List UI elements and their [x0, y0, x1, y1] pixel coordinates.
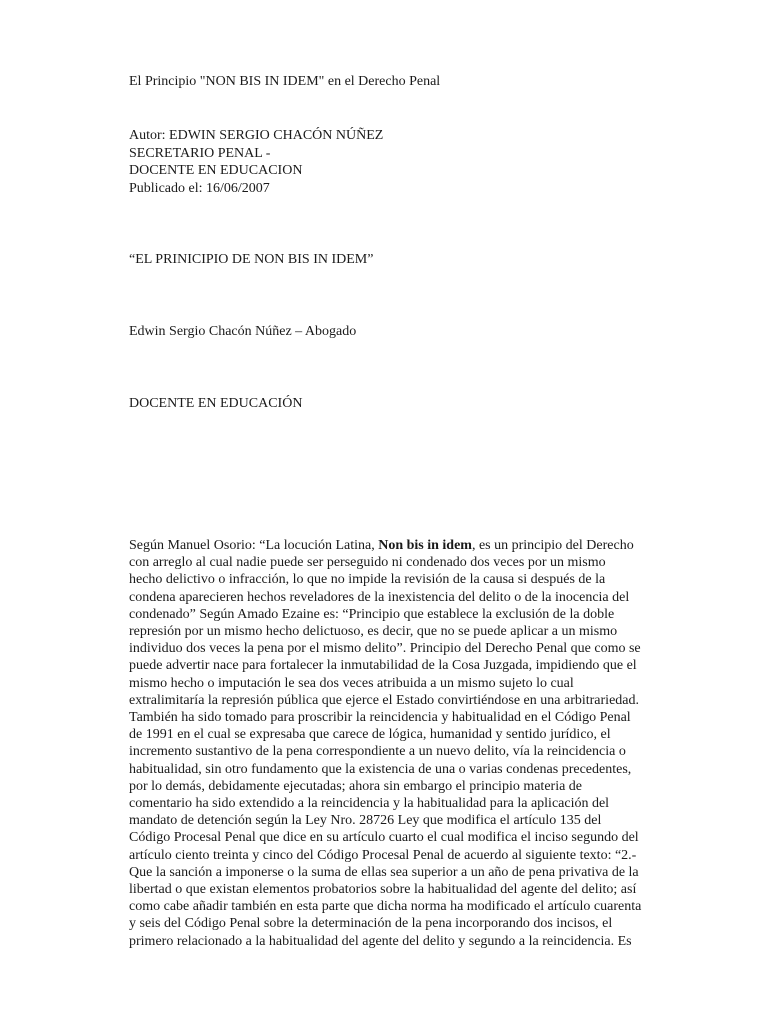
article-byline: Edwin Sergio Chacón Núñez – Abogado — [129, 324, 357, 339]
body-line: y seis del Código Penal sobre la determinación de la pena incorporando dos incisos, el — [129, 916, 613, 932]
body-line: artículo ciento treinta y cinco del Código Procesal Penal de acuerdo al siguiente texto: “2.- — [129, 847, 637, 863]
body-line: condenado” Según Amado Ezaine es: “Principio que establece la exclusión de la doble — [129, 606, 615, 622]
body-line: individuo dos veces la pena por el mismo delito”. Principio del Derecho Penal que como se — [129, 641, 641, 657]
body-line: con arreglo al cual nadie puede ser perseguido ni condenado dos veces por un mismo — [129, 555, 606, 571]
article-heading: “EL PRINICIPIO DE NON BIS IN IDEM” — [129, 252, 374, 267]
body-line: libertad o que existan elementos probatorios sobre la habitualidad del agente del delito; así — [129, 882, 637, 898]
body-text-segment: Según Manuel Osorio: “La locución Latina, — [129, 538, 379, 553]
author-line: Autor: EDWIN SERGIO CHACÓN NÚÑEZ — [129, 128, 384, 143]
body-line: hecho delictivo o infracción, lo que no impide la revisión de la causa si después de la — [129, 572, 606, 588]
body-line: mandato de detención según la Ley Nro. 28726 Ley que modifica el artículo 135 del — [129, 813, 602, 829]
publication-date: Publicado el: 16/06/2007 — [129, 180, 270, 196]
author-role-line: DOCENTE EN EDUCACION — [129, 163, 303, 178]
author-info — [129, 127, 383, 197]
body-line: mismo hecho o imputación le sea dos veces atribuida a un mismo sujeto lo cual — [129, 675, 574, 691]
body-line: de 1991 en el cual se expresaba que carece de lógica, humanidad y sentido jurídico, el — [129, 727, 611, 743]
body-line: comentario ha sido extendido a la reincidencia y la habitualidad para la aplicación del — [129, 796, 610, 812]
body-line: extralimitaría la represión pública que ejerce el Estado convirtiéndose en una arbitrariedad. — [129, 692, 639, 708]
author-credential: DOCENTE EN EDUCACIÓN — [129, 396, 303, 411]
body-line: habitualidad, sin otro fundamento que la existencia de una o varias condenas precedentes, — [129, 761, 632, 777]
body-line: condena aparecieren hechos reveladores de la inexistencia del delito o de la inocencia del — [129, 589, 630, 605]
body-line: Código Procesal Penal que dice en su artículo cuarto el cual modifica el inciso segundo del — [129, 830, 639, 846]
document-page — [129, 0, 699, 1024]
body-text-segment: , es un principio del Derecho — [471, 538, 634, 553]
body-line: represión por un mismo hecho delictuoso, es decir, que no se puede aplicar a un mismo — [129, 624, 618, 640]
latin-term: Non bis in idem — [378, 538, 472, 553]
document-title: El Principio "NON BIS IN IDEM" en el Derecho Penal — [129, 74, 441, 89]
body-line: primero relacionado a la habitualidad del agente del delito y segundo a la reincidencia. Es — [129, 933, 632, 949]
body-line: como cabe añadir también en esta parte que dicha norma ha modificado el artículo cuarenta — [129, 899, 642, 915]
author-position-line: SECRETARIO PENAL - — [129, 145, 271, 161]
body-line: Que la sanción a imponerse o la suma de ellas sea superior a un año de pena privativa de la — [129, 864, 639, 880]
body-line — [129, 537, 699, 554]
body-line: por lo demás, debidamente ejecutadas; ahora sin embargo el principio materia de — [129, 778, 583, 794]
article-body — [129, 537, 699, 950]
body-line: incremento sustantivo de la pena correspondiente a un nuevo delito, vía la reincidencia o — [129, 744, 626, 760]
body-line: También ha sido tomado para proscribir la reincidencia y habitualidad en el Código Penal — [129, 710, 631, 726]
body-line: puede advertir nace para fortalecer la inmutabilidad de la Cosa Juzgada, impidiendo que el — [129, 658, 637, 674]
